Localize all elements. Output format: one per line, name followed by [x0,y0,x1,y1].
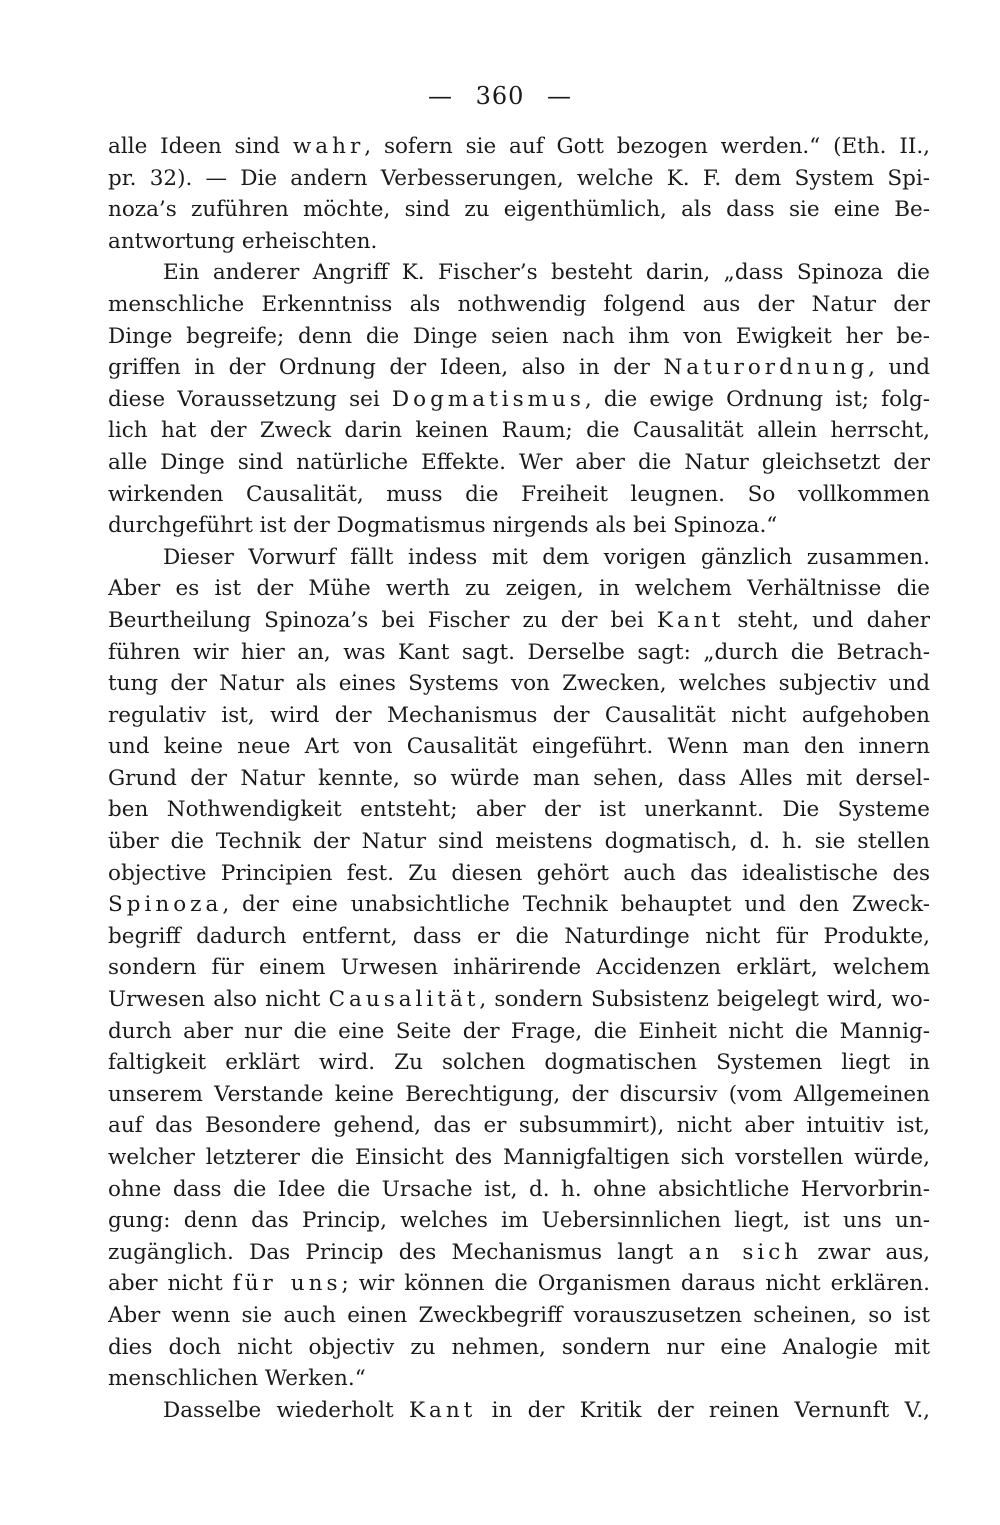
text-line: durch aber nur die eine Seite der Frage, die Einheit nicht die Mannig- [108,1018,930,1044]
text-line: begriff dadurch entfernt, dass er die Naturdinge nicht für Produkte, [108,923,930,949]
text-line: antwortung erheischten. [108,228,378,254]
page-number: 360 [475,82,525,110]
text-line: lich hat der Zweck darin keinen Raum; die Causalität allein herrscht, [108,418,930,444]
text-line: unserem Verstande keine Berechtigung, der discursiv (vom Allgemeinen [108,1081,930,1107]
text-line: menschliche Erkenntniss als nothwendig folgend aus der Natur der [108,291,930,317]
text-line: Beurtheilung Spinoza’s bei Fischer zu der bei Kant steht, und daher [108,607,930,633]
spaced-emphasis: Kant [656,607,725,633]
text-line: tung der Natur als eines Systems von Zwecken, welches subjectiv und [108,671,930,697]
text-line: und keine neue Art von Causalität eingeführt. Wenn man den innern [108,734,930,760]
text-line: gung: denn das Princip, welches im Uebersinnlichen liegt, ist uns un- [108,1208,930,1234]
text-line: zugänglich. Das Princip des Mechanismus langt an sich zwar aus, [108,1239,930,1265]
header-left-dash: — [427,82,453,110]
page-header [0,82,1000,110]
body-text [108,131,930,1426]
text-line: führen wir hier an, was Kant sagt. Derselbe sagt: „durch die Betrach- [108,639,930,665]
text-line: diese Voraussetzung sei Dogmatismus, die ewige Ordnung ist; folg- [108,386,930,412]
text-line: durchgeführt ist der Dogmatismus nirgends als bei Spinoza.“ [108,513,778,539]
text-line: menschlichen Werken.“ [108,1366,366,1392]
text-line: noza’s zuführen möchte, sind zu eigenthümlich, als dass sie eine Be- [108,197,930,223]
text-line: Dinge begreife; denn die Dinge seien nach ihm von Ewigkeit her be- [108,323,930,349]
text-line: objective Principien fest. Zu diesen gehört auch das idealistische des [108,860,930,886]
text-line: Aber wenn sie auch einen Zweckbegriff vorauszusetzen scheinen, so ist [108,1302,930,1328]
text-line: dies doch nicht objectiv zu nehmen, sondern nur eine Analogie mit [108,1334,930,1360]
header-right-dash: — [547,82,573,110]
text-line: über die Technik der Natur sind meistens dogmatisch, d. h. sie stellen [108,829,930,855]
text-line: wirkenden Causalität, muss die Freiheit leugnen. So vollkommen [108,481,930,507]
text-line: alle Ideen sind wahr, sofern sie auf Gott bezogen werden.“ (Eth. II., [108,134,930,159]
text-line: ohne dass die Idee die Ursache ist, d. h. ohne absichtliche Hervorbrin- [108,1176,930,1202]
spaced-emphasis: für uns [232,1271,342,1297]
text-line: ben Nothwendigkeit entsteht; aber der ist unerkannt. Die Systeme [108,797,930,823]
spaced-emphasis: Naturordnung [663,355,869,381]
spaced-emphasis: Dogmatismus [391,386,585,412]
text-line: regulativ ist, wird der Mechanismus der Causalität nicht aufgehoben [108,702,930,728]
text-line: alle Dinge sind natürliche Effekte. Wer aber die Natur gleichsetzt der [108,449,930,475]
text-line: pr. 32). — Die andern Verbesserungen, welche K. F. dem System Spi- [108,165,930,191]
text-line: sondern für einem Urwesen inhärirende Accidenzen erklärt, welchem [108,955,930,981]
spaced-emphasis: Causalität [328,987,480,1013]
text-line: aber nicht für uns; wir können die Organismen daraus nicht erklären. [108,1271,930,1297]
text-line: Urwesen also nicht Causalität, sondern Subsistenz beigelegt wird, wo- [108,987,930,1013]
text-line: faltigkeit erklärt wird. Zu solchen dogmatischen Systemen liegt in [108,1050,930,1076]
text-line: Ein anderer Angriff K. Fischer’s besteht darin, „dass Spinoza die [163,260,930,286]
spaced-emphasis: an sich [688,1239,803,1265]
text-line: Spinoza, der eine unabsichtliche Technik behauptet und den Zweck- [108,892,930,918]
text-line: Grund der Natur kennte, so würde man sehen, dass Alles mit dersel- [108,765,930,791]
spaced-emphasis: Spinoza [108,892,223,918]
text-line: Dieser Vorwurf fällt indess mit dem vorigen gänzlich zusammen. [163,544,930,570]
text-line: Aber es ist der Mühe werth zu zeigen, in welchem Verhältnisse die [108,576,930,602]
text-line: welcher letzterer die Einsicht des Mannigfaltigen sich vorstellen würde, [108,1145,930,1170]
text-line: Dasselbe wiederholt Kant in der Kritik der reinen Vernunft V., [163,1397,930,1423]
spaced-emphasis: Kant [408,1397,477,1423]
spaced-emphasis: wahr [292,134,365,159]
text-line: griffen in der Ordnung der Ideen, also in der Naturordnung, und [108,355,930,381]
text-line: auf das Besondere gehend, das er subsummirt), nicht aber intuitiv ist, [108,1113,930,1139]
